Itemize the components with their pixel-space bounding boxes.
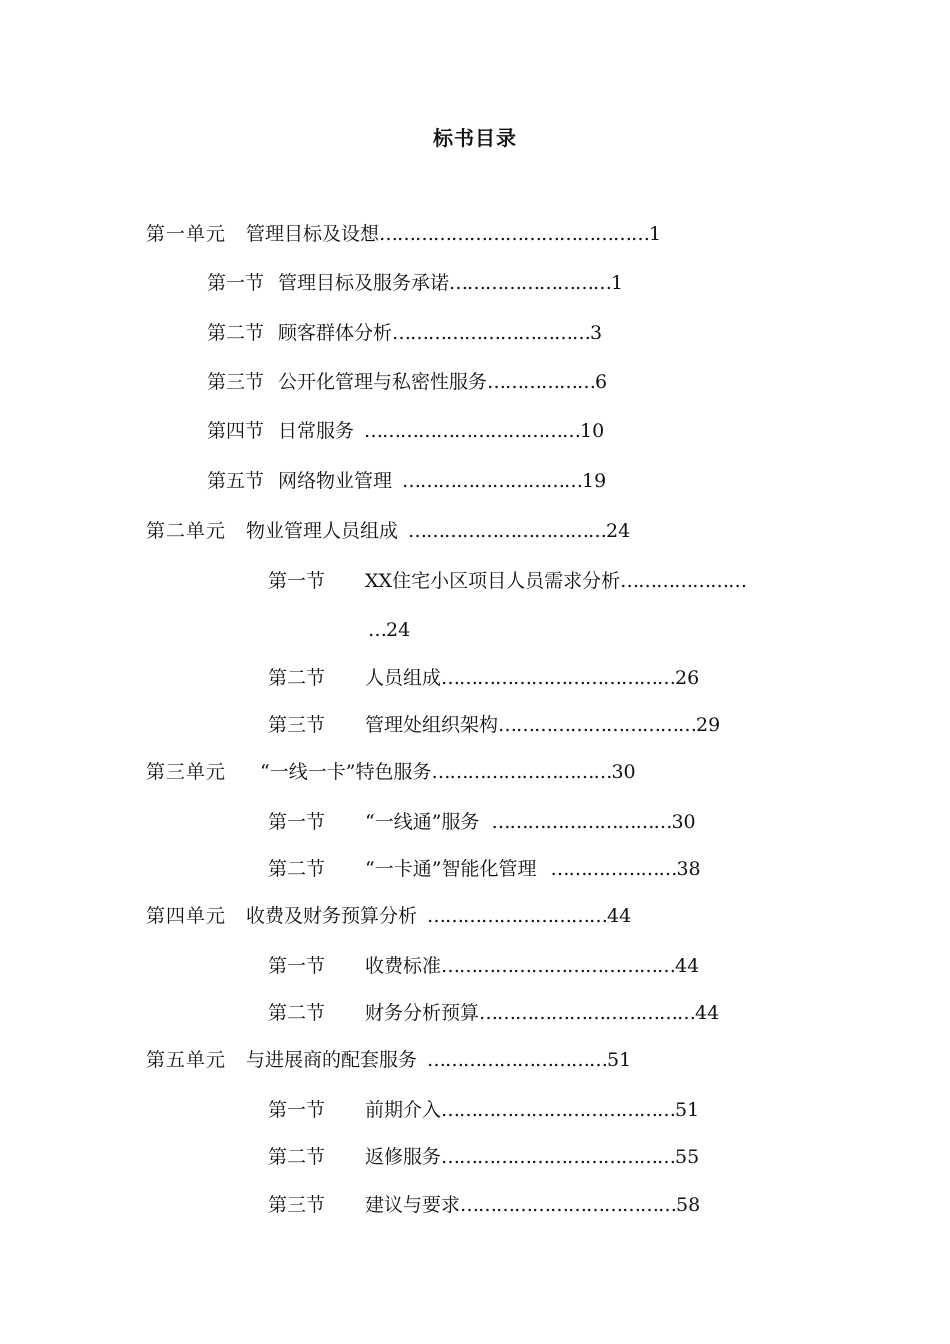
toc-entry — [207, 369, 607, 395]
toc-text: XX住宅小区项目人员需求分析 — [365, 570, 621, 592]
toc-leader: ………………………… — [427, 905, 608, 927]
toc-label: 第三节 — [207, 371, 265, 393]
toc-text: 管理目标及设想 — [246, 223, 380, 245]
toc-label: 第一节 — [207, 272, 265, 294]
toc-page: 24 — [606, 520, 631, 542]
toc-text: 人员组成 — [365, 667, 442, 689]
toc-page: 6 — [595, 371, 608, 393]
toc-leader: ………………………………… — [441, 1099, 676, 1121]
toc-leader: ………………………… — [431, 761, 612, 783]
toc-text: 返修服务 — [365, 1146, 442, 1168]
toc-text: 收费标准 — [365, 955, 442, 977]
toc-entry — [268, 1000, 719, 1026]
toc-leader: ………………… — [550, 858, 677, 880]
toc-entry — [146, 903, 631, 929]
toc-label: 第二节 — [207, 322, 265, 344]
toc-leader: ………………………………… — [441, 1146, 676, 1168]
toc-text: 管理目标及服务承诺 — [278, 272, 450, 294]
toc-page: 29 — [696, 714, 721, 736]
toc-label: 第四单元 — [146, 905, 227, 927]
toc-entry — [268, 1192, 700, 1218]
page-title: 标书目录 — [433, 126, 517, 150]
toc-page: 44 — [695, 1002, 720, 1024]
toc-entry — [268, 953, 699, 979]
toc-page: 55 — [675, 1146, 700, 1168]
toc-leader: ………………………………… — [441, 667, 676, 689]
toc-page: 58 — [676, 1194, 701, 1216]
toc-page: 24 — [386, 619, 411, 641]
toc-text: 物业管理人员组成 — [246, 520, 399, 542]
toc-entry-continuation — [368, 617, 410, 643]
toc-leader: ……………………………… — [479, 1002, 696, 1024]
toc-label: 第一节 — [268, 811, 326, 833]
toc-label: 第五单元 — [146, 1049, 227, 1071]
toc-leader: ………………………………… — [441, 955, 676, 977]
toc-label: 第二单元 — [146, 520, 227, 542]
toc-entry — [207, 320, 602, 346]
toc-text: “一线通”服务 — [365, 811, 480, 833]
toc-text: 公开化管理与私密性服务 — [278, 371, 488, 393]
toc-text: 建议与要求 — [365, 1194, 461, 1216]
toc-text: “一线一卡”特色服务 — [260, 761, 432, 783]
toc-text: 日常服务 — [278, 420, 355, 442]
toc-text: 财务分析预算 — [365, 1002, 480, 1024]
toc-page: 44 — [675, 955, 700, 977]
toc-label: 第一节 — [268, 1099, 326, 1121]
toc-label: 第一节 — [268, 955, 326, 977]
toc-text: “一卡通”智能化管理 — [365, 858, 537, 880]
toc-label: 第三节 — [268, 1194, 326, 1216]
toc-entry — [146, 1047, 631, 1073]
toc-entry — [146, 221, 661, 247]
toc-page: 19 — [582, 470, 607, 492]
toc-label: 第三节 — [268, 714, 326, 736]
toc-text: 网络物业管理 — [278, 470, 393, 492]
toc-leader: ………………………… — [427, 1049, 608, 1071]
toc-label: 第三单元 — [146, 761, 227, 783]
toc-page: 3 — [590, 322, 603, 344]
toc-entry — [207, 418, 604, 444]
toc-label: 第一节 — [268, 570, 326, 592]
toc-page: 30 — [611, 761, 636, 783]
toc-leader: … — [368, 619, 386, 641]
toc-page: 1 — [649, 223, 662, 245]
toc-label: 第五节 — [207, 470, 265, 492]
toc-entry — [207, 270, 623, 296]
toc-entry — [268, 1144, 699, 1170]
toc-entry — [268, 712, 720, 738]
toc-entry — [268, 1097, 699, 1123]
toc-leader: ……………… — [487, 371, 596, 393]
toc-page: 51 — [607, 1049, 632, 1071]
toc-page: 10 — [580, 420, 605, 442]
toc-leader: ……………………………… — [460, 1194, 677, 1216]
toc-label: 第二节 — [268, 858, 326, 880]
toc-text: 收费及财务预算分析 — [246, 905, 418, 927]
toc-page: 38 — [676, 858, 701, 880]
toc-leader: …………………………… — [408, 520, 607, 542]
toc-page: 30 — [671, 811, 696, 833]
toc-entry — [207, 468, 606, 494]
toc-entry — [268, 665, 699, 691]
toc-leader: ……………………………… — [364, 420, 581, 442]
toc-label: 第四节 — [207, 420, 265, 442]
toc-text: 与进展商的配套服务 — [246, 1049, 418, 1071]
toc-entry — [268, 856, 701, 882]
toc-label: 第二节 — [268, 1146, 326, 1168]
toc-leader: …………………………… — [498, 714, 697, 736]
toc-entry — [268, 568, 746, 594]
toc-leader: ……………………………………… — [379, 223, 650, 245]
toc-leader: ……………………… — [449, 272, 612, 294]
toc-entry — [146, 518, 630, 544]
toc-entry — [146, 759, 636, 785]
toc-text: 顾客群体分析 — [278, 322, 393, 344]
toc-page: 51 — [675, 1099, 700, 1121]
toc-page: 44 — [607, 905, 632, 927]
toc-page: 1 — [611, 272, 624, 294]
toc-text: 管理处组织架构 — [365, 714, 499, 736]
toc-page: 26 — [675, 667, 700, 689]
toc-label: 第二节 — [268, 667, 326, 689]
toc-leader: …………………………… — [392, 322, 591, 344]
toc-leader: ………………………… — [402, 470, 583, 492]
toc-leader: ………………… — [620, 570, 747, 592]
toc-text: 前期介入 — [365, 1099, 442, 1121]
toc-entry — [268, 809, 696, 835]
toc-leader: ………………………… — [491, 811, 672, 833]
toc-label: 第二节 — [268, 1002, 326, 1024]
toc-label: 第一单元 — [146, 223, 227, 245]
